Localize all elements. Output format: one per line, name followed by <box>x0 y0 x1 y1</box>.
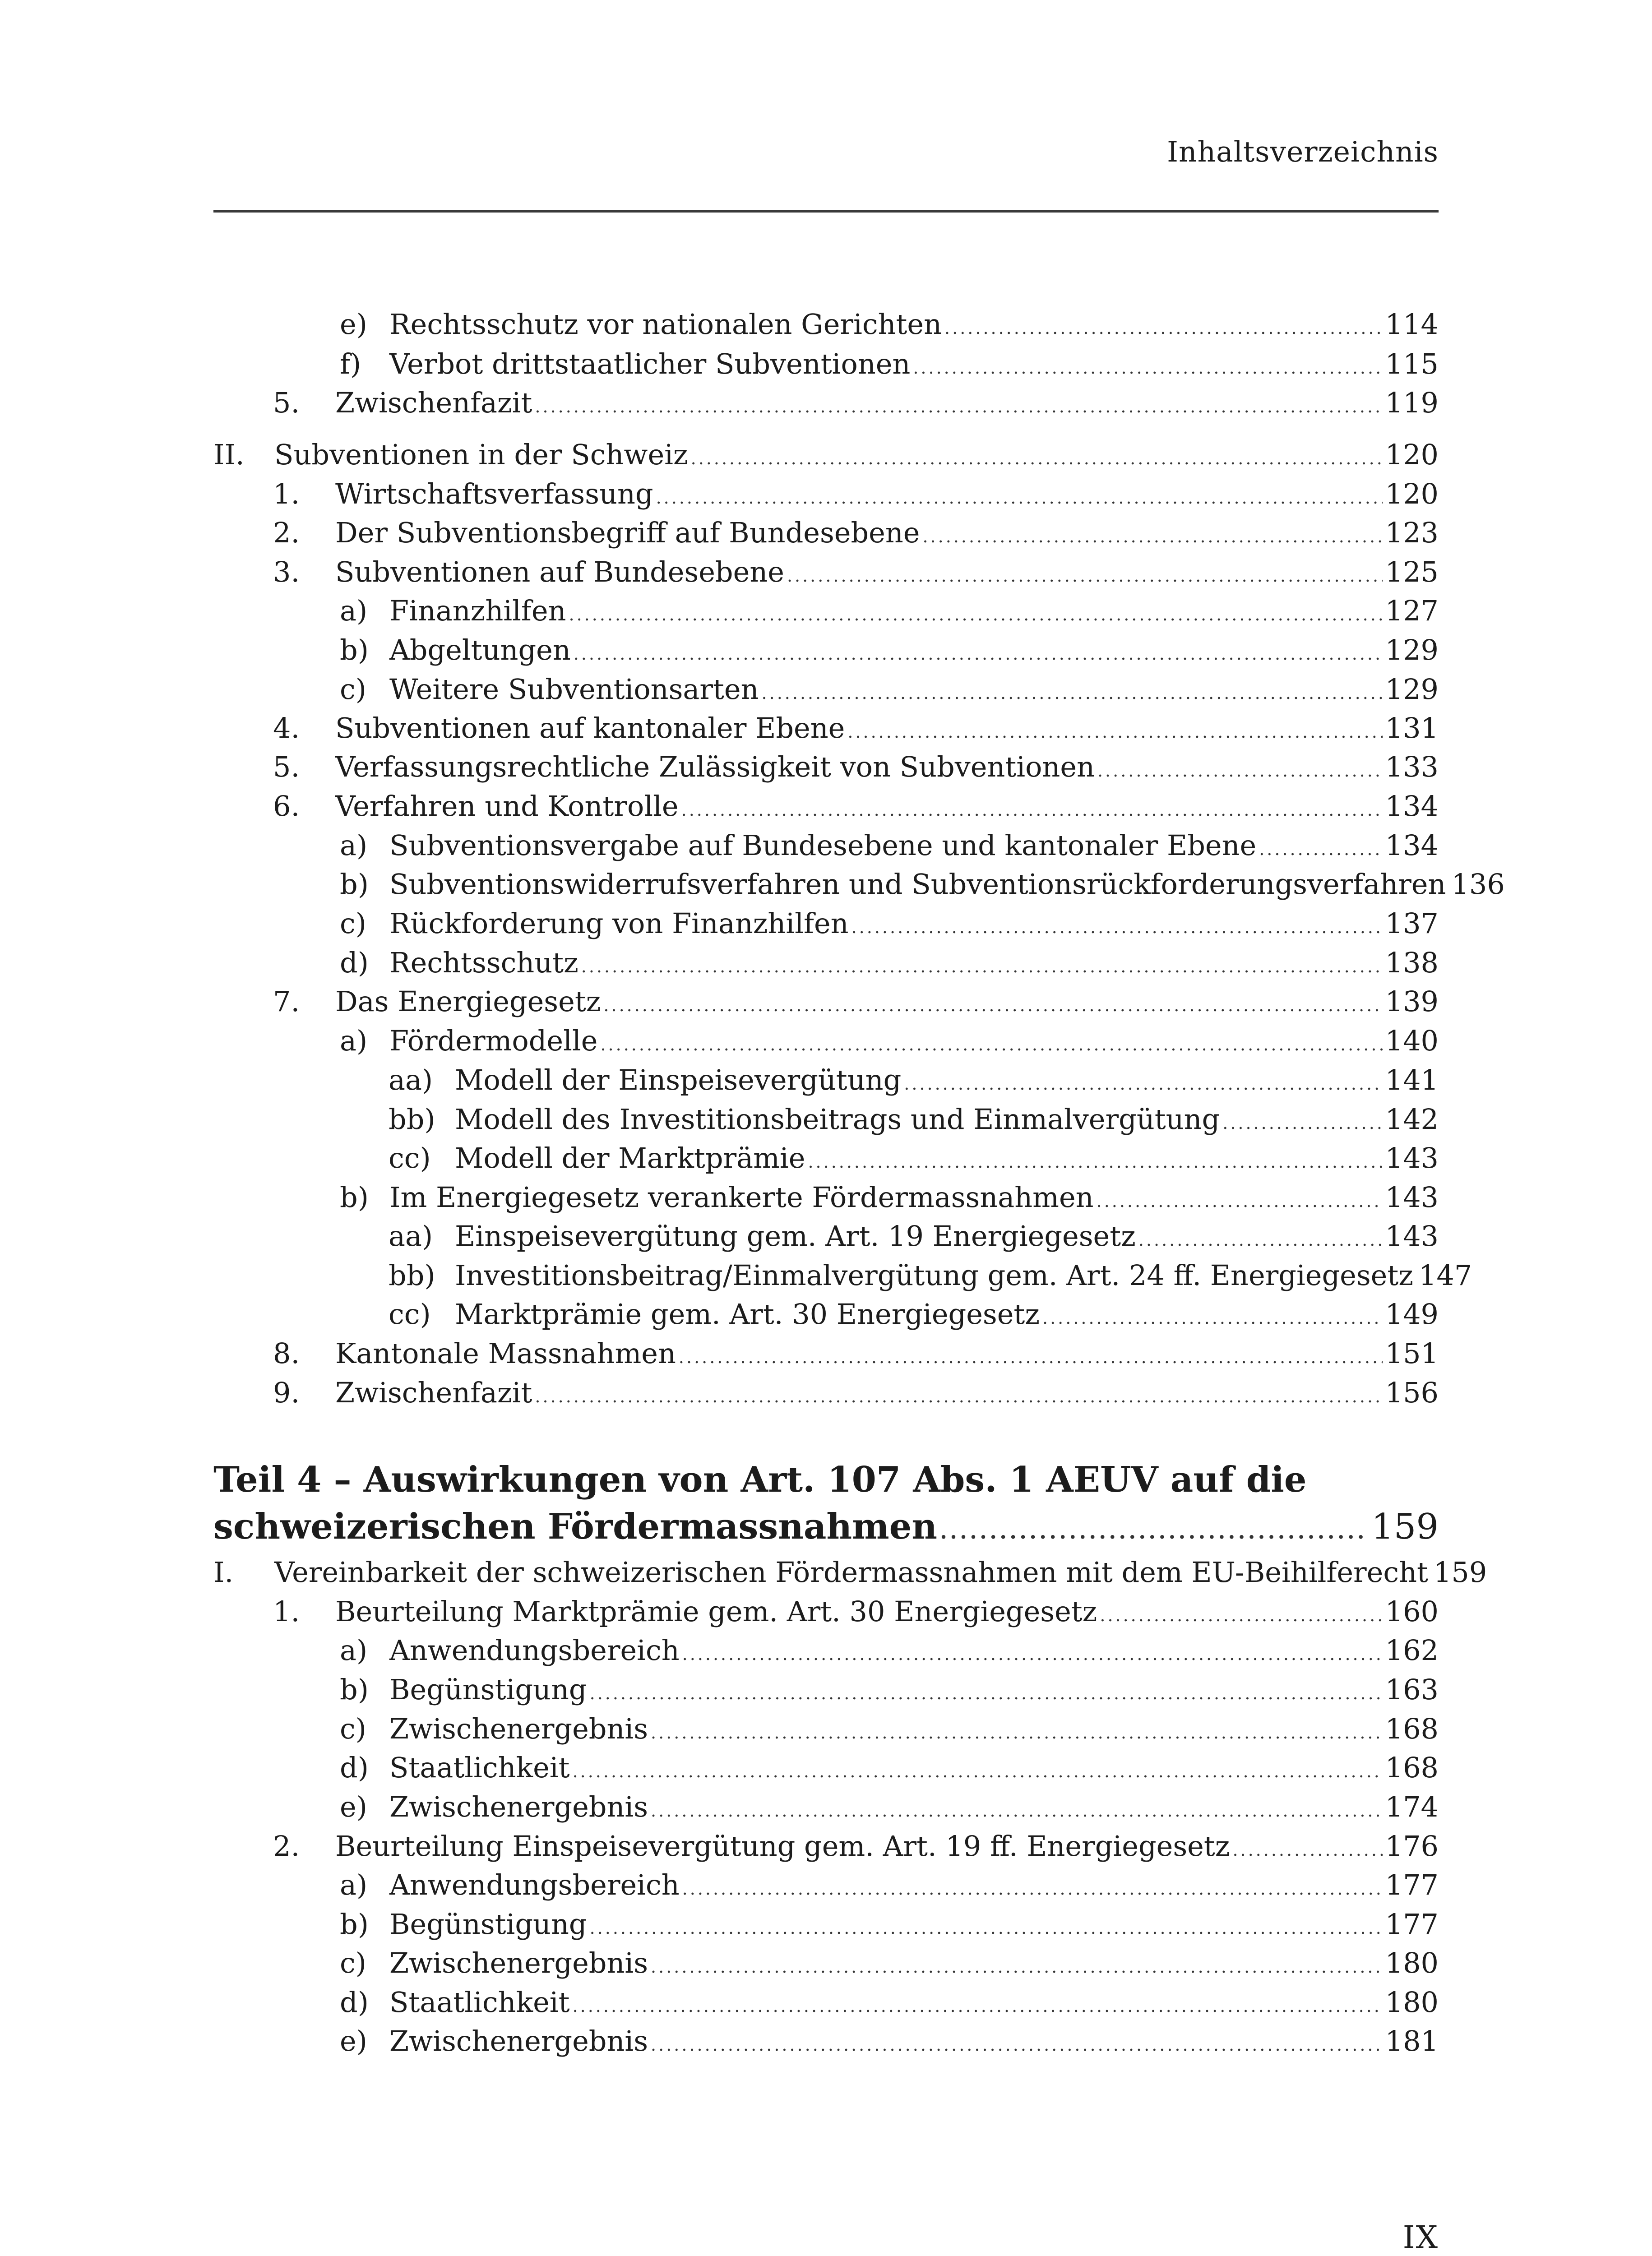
toc-entry-title: Wirtschaftsverfassung <box>335 477 653 510</box>
toc-entry-number: b) <box>340 1908 369 1941</box>
toc-entry-title: Rechtsschutz vor nationalen Gerichten <box>389 308 942 341</box>
toc-entry-title: Der Subventionsbegriff auf Bundesebene <box>335 516 920 549</box>
toc-entry-title: Zwischenfazit <box>335 386 532 419</box>
toc-entry-number: e) <box>340 2025 367 2057</box>
toc-entry-number: a) <box>340 594 368 627</box>
toc-entry-title: Modell der Einspeisevergütung <box>455 1063 902 1096</box>
toc-entry-number: a) <box>340 1868 368 1901</box>
toc-entry-number: a) <box>340 829 368 862</box>
toc-dot-leader <box>682 1871 1383 1907</box>
toc-dot-leader <box>1232 1832 1382 1868</box>
toc-entry-number: d) <box>340 946 369 979</box>
toc-entry[interactable] <box>213 306 1439 342</box>
toc-entry[interactable] <box>213 1218 1439 1254</box>
toc-entry-number: aa) <box>389 1063 433 1096</box>
toc-dot-leader <box>679 1339 1383 1375</box>
toc-entry-title: Rechtsschutz <box>389 946 578 979</box>
toc-entry-page: 125 <box>1385 555 1439 588</box>
toc-entry-page: 114 <box>1385 308 1439 341</box>
toc-dot-leader <box>851 909 1383 945</box>
toc-entry[interactable] <box>213 1711 1439 1747</box>
toc-dot-leader <box>1222 1105 1382 1141</box>
toc-entry-number: cc) <box>389 1298 431 1331</box>
running-header: Inhaltsverzeichnis <box>1167 135 1439 168</box>
toc-entry[interactable] <box>213 2023 1439 2059</box>
toc-entry[interactable] <box>213 632 1439 668</box>
toc-entry[interactable] <box>213 1672 1439 1708</box>
toc-entry-number: c) <box>340 673 366 706</box>
toc-entry-title: Begünstigung <box>389 1908 587 1941</box>
toc-entry-title: Zwischenergebnis <box>389 1790 648 1823</box>
toc-entry-number: bb) <box>389 1103 435 1136</box>
toc-dot-leader <box>787 558 1383 594</box>
toc-entry-page: 139 <box>1385 985 1439 1018</box>
toc-entry-page: 174 <box>1385 1790 1439 1823</box>
toc-entry-title: Modell der Marktprämie <box>455 1142 805 1174</box>
toc-entry-title: Subventionsvergabe auf Bundesebene und kantonaler Ebene <box>389 829 1257 862</box>
toc-dot-leader <box>944 310 1383 346</box>
toc-entry-number: 8. <box>273 1337 300 1370</box>
toc-entry-page: 160 <box>1385 1595 1439 1628</box>
toc-dot-leader <box>603 987 1382 1023</box>
toc-entry[interactable] <box>213 554 1439 590</box>
toc-entry-title: Zwischenergebnis <box>389 1946 648 1979</box>
toc-dot-leader <box>573 1753 1383 1789</box>
toc-entry-page: 180 <box>1385 1946 1439 1979</box>
toc-dot-leader <box>535 388 1382 425</box>
toc-entry-page: 162 <box>1385 1634 1439 1667</box>
toc-dot-leader <box>940 1509 1369 1554</box>
toc-entry[interactable] <box>213 1257 1472 1294</box>
toc-entry-title: Weitere Subventionsarten <box>389 673 759 706</box>
toc-entry-page: 119 <box>1385 386 1439 419</box>
toc-dot-leader <box>651 1793 1383 1829</box>
toc-entry-page: 137 <box>1385 907 1439 940</box>
toc-entry-number: e) <box>340 1790 367 1823</box>
toc-entry-title: Anwendungsbereich <box>389 1634 680 1667</box>
toc-entry-page: 138 <box>1385 946 1439 979</box>
toc-dot-leader <box>600 1026 1382 1063</box>
toc-entry-page: 143 <box>1385 1220 1439 1253</box>
toc-entry-page: 176 <box>1385 1830 1439 1863</box>
toc-entry-number: 5. <box>273 386 300 419</box>
toc-entry-number: b) <box>340 1673 369 1706</box>
toc-entry-page: 120 <box>1385 438 1439 471</box>
toc-entry-page: 131 <box>1385 712 1439 744</box>
toc-entry-page: 136 <box>1451 868 1505 901</box>
toc-entry-number: e) <box>340 308 367 341</box>
toc-entry-title: Beurteilung Marktprämie gem. Art. 30 Energiegesetz <box>335 1595 1097 1628</box>
toc-entry-page: 129 <box>1385 673 1439 706</box>
toc-entry-number: 2. <box>273 1830 300 1863</box>
toc-dot-leader <box>590 1675 1383 1711</box>
toc-entry-page: 133 <box>1385 750 1439 783</box>
toc-entry-page: 151 <box>1385 1337 1439 1370</box>
toc-entry-title: Rückforderung von Finanzhilfen <box>389 907 849 940</box>
toc-entry-page: 180 <box>1385 1986 1439 2019</box>
toc-dot-leader <box>847 714 1382 750</box>
toc-entry-number: bb) <box>389 1259 435 1292</box>
toc-entry-page: 177 <box>1385 1908 1439 1941</box>
toc-entry-page: 177 <box>1385 1868 1439 1901</box>
toc-dot-leader <box>590 1910 1383 1946</box>
toc-dot-leader <box>651 2027 1383 2063</box>
toc-entry-title: Zwischenfazit <box>335 1376 532 1409</box>
toc-dot-leader <box>691 440 1383 476</box>
toc-dot-leader <box>682 1636 1383 1672</box>
toc-entry-number: 4. <box>273 712 300 744</box>
toc-entry[interactable] <box>213 788 1439 824</box>
toc-entry[interactable] <box>213 437 1439 473</box>
toc-entry-title: Investitionsbeitrag/Einmalvergütung gem. Art. 24 ff. Energiegesetz <box>455 1259 1413 1292</box>
toc-entry-number: II. <box>213 438 245 471</box>
toc-entry-number: 1. <box>273 477 300 510</box>
toc-dot-leader <box>762 675 1383 711</box>
toc-entry-page: 181 <box>1385 2025 1439 2057</box>
toc-entry-number: f) <box>340 347 361 380</box>
toc-entry-number: aa) <box>389 1220 433 1253</box>
toc-entry-page: 140 <box>1385 1024 1439 1057</box>
toc-entry-page: 149 <box>1385 1298 1439 1331</box>
toc-entry[interactable] <box>213 1023 1439 1059</box>
toc-entry-number: b) <box>340 1181 369 1214</box>
toc-entry-page: 141 <box>1385 1063 1439 1096</box>
toc-entry[interactable] <box>213 1296 1439 1332</box>
page-number: IX <box>1402 2220 1439 2256</box>
toc-dot-leader <box>535 1378 1382 1415</box>
header-divider <box>213 210 1439 213</box>
toc-entry[interactable] <box>213 515 1439 551</box>
toc-entry-number: a) <box>340 1024 368 1057</box>
toc-entry-page: 147 <box>1418 1259 1472 1292</box>
toc-part-heading[interactable] <box>213 1504 1439 1549</box>
toc-entry-page: 142 <box>1385 1103 1439 1136</box>
toc-dot-leader <box>581 948 1383 985</box>
toc-entry-title: Fördermodelle <box>389 1024 598 1057</box>
toc-entry-title: schweizerischen Fördermassnahmen <box>213 1506 937 1547</box>
toc-entry[interactable] <box>213 1945 1439 1981</box>
toc-entry-title: Marktprämie gem. Art. 30 Energiegesetz <box>455 1298 1040 1331</box>
toc-entry-title: Subventionen in der Schweiz <box>274 438 688 471</box>
toc-entry-page: 168 <box>1385 1712 1439 1745</box>
toc-entry[interactable] <box>213 945 1439 981</box>
toc-dot-leader <box>681 792 1383 828</box>
toc-entry-page: 168 <box>1385 1751 1439 1784</box>
toc-entry[interactable] <box>213 671 1439 707</box>
toc-dot-leader <box>1097 1183 1383 1219</box>
toc-entry-number: c) <box>340 907 366 940</box>
toc-entry[interactable] <box>213 749 1439 785</box>
toc-entry-page: 134 <box>1385 829 1439 862</box>
toc-entry[interactable] <box>213 1906 1439 1942</box>
toc-entry-title: Staatlichkeit <box>389 1751 570 1784</box>
toc-entry-title: Staatlichkeit <box>389 1986 570 2019</box>
toc-entry-number: d) <box>340 1986 369 2019</box>
toc-dot-leader <box>913 350 1382 386</box>
toc-dot-leader <box>1259 831 1382 867</box>
toc-entry-title: Im Energiegesetz verankerte Fördermassnahmen <box>389 1181 1094 1214</box>
toc-entry-number: a) <box>340 1634 368 1667</box>
toc-entry[interactable] <box>213 1101 1439 1137</box>
toc-entry[interactable] <box>213 1336 1439 1372</box>
toc-entry-number: 7. <box>273 985 300 1018</box>
toc-entry-title: Vereinbarkeit der schweizerischen Fördermassnahmen mit dem EU-Beihilferecht <box>274 1556 1428 1589</box>
toc-entry-page: 120 <box>1385 477 1439 510</box>
toc-dot-leader <box>1097 753 1383 789</box>
toc-entry[interactable] <box>213 866 1505 902</box>
toc-entry-title: Einspeisevergütung gem. Art. 19 Energiegesetz <box>455 1220 1136 1253</box>
toc-dot-leader <box>651 1715 1383 1751</box>
toc-entry-page: 156 <box>1385 1376 1439 1409</box>
toc-entry-number: d) <box>340 1751 369 1784</box>
toc-dot-leader <box>569 596 1383 633</box>
toc-entry-title: Subventionswiderrufsverfahren und Subventionsrückforderungsverfahren <box>389 868 1446 901</box>
toc-entry-page: 163 <box>1385 1673 1439 1706</box>
toc-dot-leader <box>1100 1597 1382 1633</box>
toc-entry[interactable] <box>213 1984 1439 2020</box>
toc-entry-page: 134 <box>1385 790 1439 823</box>
toc-entry[interactable] <box>213 1867 1439 1903</box>
toc-entry[interactable] <box>213 1179 1439 1216</box>
toc-entry[interactable] <box>213 1789 1439 1825</box>
toc-entry-number: 6. <box>273 790 300 823</box>
toc-entry-number: 2. <box>273 516 300 549</box>
toc-entry-page: 129 <box>1385 633 1439 666</box>
toc-dot-leader <box>922 518 1382 555</box>
toc-entry[interactable] <box>213 710 1439 746</box>
toc-entry[interactable] <box>213 1750 1439 1786</box>
toc-entry[interactable] <box>213 346 1439 382</box>
toc-entry-number: 9. <box>273 1376 300 1409</box>
toc-entry[interactable] <box>213 1828 1439 1864</box>
toc-dot-leader <box>1042 1300 1383 1336</box>
toc-entry-number: 3. <box>273 555 300 588</box>
toc-entry-title: Finanzhilfen <box>389 594 566 627</box>
toc-entry-title: Subventionen auf kantonaler Ebene <box>335 712 845 744</box>
toc-entry-title: Verfassungsrechtliche Zulässigkeit von Subventionen <box>335 750 1095 783</box>
toc-entry-page: 159 <box>1371 1507 1439 1547</box>
toc-entry-number: c) <box>340 1946 366 1979</box>
toc-entry[interactable] <box>213 1140 1439 1176</box>
toc-entry-number: b) <box>340 868 369 901</box>
toc-dot-leader <box>651 1949 1383 1985</box>
toc-entry-number: cc) <box>389 1142 431 1174</box>
toc-entry[interactable] <box>213 476 1439 512</box>
toc-entry-title: Modell des Investitionsbeitrags und Einmalvergütung <box>455 1103 1220 1136</box>
toc-entry-number: c) <box>340 1712 366 1745</box>
toc-entry-title: Verbot drittstaatlicher Subventionen <box>389 347 911 380</box>
toc-dot-leader <box>573 1988 1383 2024</box>
toc-dot-leader <box>656 480 1383 516</box>
toc-entry-number: b) <box>340 633 369 666</box>
toc-entry-number: 5. <box>273 750 300 783</box>
toc-entry-page: 127 <box>1385 594 1439 627</box>
toc-entry-page: 115 <box>1385 347 1439 380</box>
toc-dot-leader <box>904 1066 1382 1102</box>
toc-part-heading[interactable] <box>213 1457 1439 1502</box>
toc-entry-title: Anwendungsbereich <box>389 1868 680 1901</box>
toc-entry[interactable] <box>213 593 1439 629</box>
toc-entry-title: Kantonale Massnahmen <box>335 1337 676 1370</box>
toc-entry[interactable] <box>213 906 1439 942</box>
toc-entry-title: Teil 4 – Auswirkungen von Art. 107 Abs. 1 AEUV auf die <box>213 1459 1307 1500</box>
toc-entry[interactable] <box>213 1062 1439 1098</box>
toc-entry-title: Das Energiegesetz <box>335 985 601 1018</box>
toc-dot-leader <box>808 1144 1382 1180</box>
toc-entry-number: I. <box>213 1556 234 1589</box>
toc-entry[interactable] <box>213 1632 1439 1669</box>
toc-dot-leader <box>574 636 1383 672</box>
toc-entry-page: 159 <box>1433 1556 1487 1589</box>
toc-entry-title: Begünstigung <box>389 1673 587 1706</box>
toc-entry-page: 123 <box>1385 516 1439 549</box>
toc-entry-title: Zwischenergebnis <box>389 1712 648 1745</box>
toc-entry[interactable] <box>213 1554 1487 1590</box>
toc-entry-title: Zwischenergebnis <box>389 2025 648 2057</box>
toc-entry[interactable] <box>213 385 1439 421</box>
toc-entry[interactable] <box>213 1375 1439 1411</box>
toc-entry-page: 143 <box>1385 1181 1439 1214</box>
toc-entry-title: Beurteilung Einspeisevergütung gem. Art. 19 ff. Energiegesetz <box>335 1830 1230 1863</box>
toc-entry-title: Subventionen auf Bundesebene <box>335 555 784 588</box>
toc-entry-title: Verfahren und Kontrolle <box>335 790 679 823</box>
toc-entry[interactable] <box>213 828 1439 864</box>
toc-entry-page: 143 <box>1385 1142 1439 1174</box>
toc-entry[interactable] <box>213 984 1439 1020</box>
toc-entry-number: 1. <box>273 1595 300 1628</box>
toc-entry-title: Abgeltungen <box>389 633 571 666</box>
toc-dot-leader <box>1138 1222 1383 1258</box>
toc-entry[interactable] <box>213 1594 1439 1630</box>
